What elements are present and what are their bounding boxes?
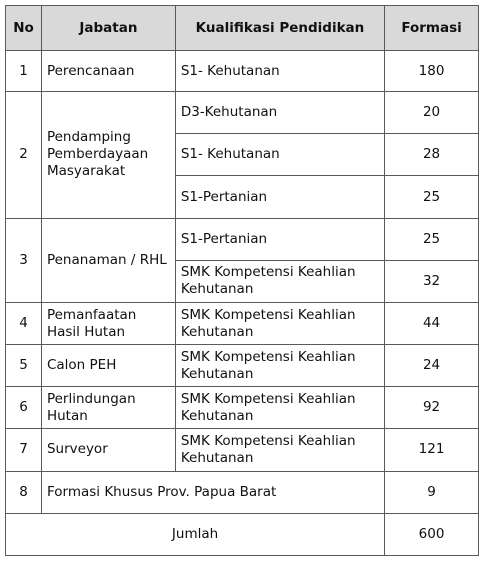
row-no: 4: [6, 302, 42, 344]
row-no: 7: [6, 429, 42, 471]
row-jabatan: Pendamping Pemberdayaan Masyarakat: [41, 92, 175, 218]
table-row: [6, 218, 479, 260]
row-no: 5: [6, 345, 42, 387]
row-jabatan: Perlindungan Hutan: [41, 387, 175, 429]
total-row: [6, 513, 479, 555]
row-formasi: 32: [385, 260, 479, 302]
row-jabatan: Formasi Khusus Prov. Papua Barat: [41, 471, 384, 513]
row-no: 6: [6, 387, 42, 429]
row-formasi: 24: [385, 345, 479, 387]
header-kualifikasi: Kualifikasi Pendidikan: [175, 6, 384, 51]
row-kualifikasi: SMK Kompetensi Keahlian Kehutanan: [175, 429, 384, 471]
row-formasi: 92: [385, 387, 479, 429]
row-jabatan: Pemanfaatan Hasil Hutan: [41, 302, 175, 344]
row-formasi: 28: [385, 134, 479, 176]
row-no: 3: [6, 218, 42, 302]
row-kualifikasi: SMK Kompetensi Keahlian Kehutanan: [175, 345, 384, 387]
total-value: 600: [385, 513, 479, 555]
row-formasi: 20: [385, 92, 479, 134]
total-label: Jumlah: [6, 513, 385, 555]
row-kualifikasi: SMK Kompetensi Keahlian Kehutanan: [175, 387, 384, 429]
table-row: [6, 92, 479, 134]
row-kualifikasi: SMK Kompetensi Keahlian Kehutanan: [175, 260, 384, 302]
header-row: [6, 6, 479, 51]
row-kualifikasi: D3-Kehutanan: [175, 92, 384, 134]
row-formasi: 25: [385, 218, 479, 260]
row-jabatan: Surveyor: [41, 429, 175, 471]
row-no: 1: [6, 51, 42, 92]
row-kualifikasi: S1-Pertanian: [175, 218, 384, 260]
table-row: [6, 387, 479, 429]
row-formasi: 9: [385, 471, 479, 513]
table-row: [6, 471, 479, 513]
row-formasi: 25: [385, 176, 479, 218]
header-jabatan: Jabatan: [41, 6, 175, 51]
row-kualifikasi: SMK Kompetensi Keahlian Kehutanan: [175, 302, 384, 344]
table-row: [6, 345, 479, 387]
header-formasi: Formasi: [385, 6, 479, 51]
row-jabatan: Calon PEH: [41, 345, 175, 387]
row-kualifikasi: S1- Kehutanan: [175, 134, 384, 176]
row-formasi: 180: [385, 51, 479, 92]
row-jabatan: Perencanaan: [41, 51, 175, 92]
row-kualifikasi: S1-Pertanian: [175, 176, 384, 218]
row-jabatan: Penanaman / RHL: [41, 218, 175, 302]
row-no: 8: [6, 471, 42, 513]
table-row: [6, 429, 479, 471]
row-formasi: 44: [385, 302, 479, 344]
table-row: [6, 302, 479, 344]
row-kualifikasi: S1- Kehutanan: [175, 51, 384, 92]
formasi-table: [5, 5, 479, 556]
table-row: [6, 51, 479, 92]
row-no: 2: [6, 92, 42, 218]
row-formasi: 121: [385, 429, 479, 471]
header-no: No: [6, 6, 42, 51]
